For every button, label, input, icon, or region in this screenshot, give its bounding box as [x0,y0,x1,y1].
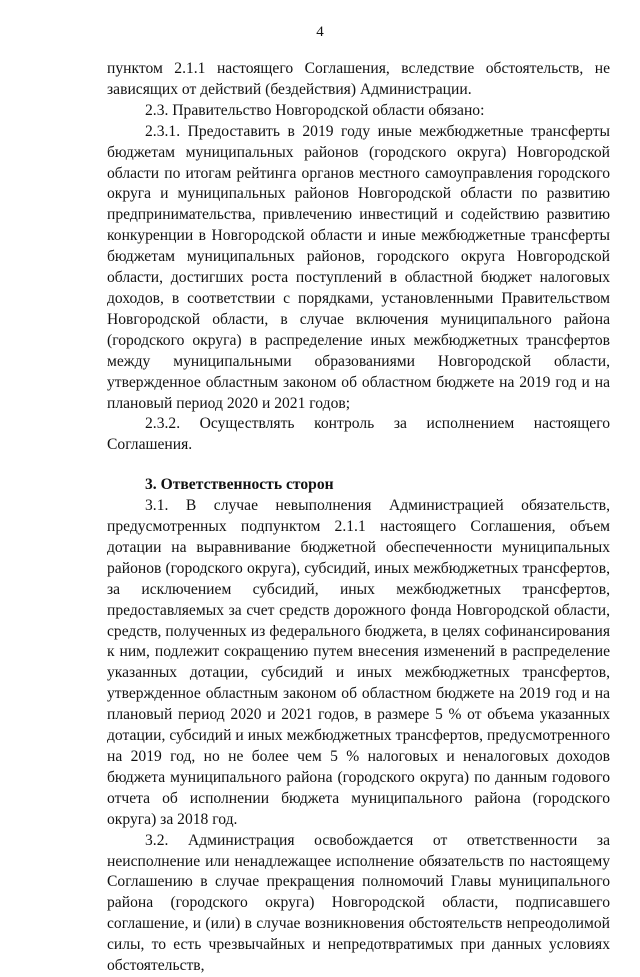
section-heading: 3. Ответственность сторон [145,476,334,494]
clause-3-1: 3.1. В случае невыполнения Администрацией обязательств, предусмотренных подпунктом 2.1.1 настоящего Соглашения, объем дотации на выравнивание бюджетной обеспеченности муниципальных районов (городского округа), субсидий, иных межбюджетных трансфертов, за исключением субсидий, иных межбюджетных трансфертов, предоставляемых за счет средств дорожного фонда Новгородской области, средств, полученных из федерального бюджета, в целях софинансирования к ним, подлежит сокращению путем внесения изменений в распределение указанных дотации, субсидий и иных межбюджетных трансфертов, утвержденное областным законом об областном бюджете на 2019 год и на плановый период 2020 и 2021 годов, в размере 5 % от объема указанных дотации, субсидий и иных межбюджетных трансфертов, предусмотренного на 2019 год, но не более чем 5 % налоговых и неналоговых доходов бюджета муниципального района (городского округа) по данным годового отчета об исполнении бюджета муниципального района (городского округа) за 2018 год. [107,497,610,828]
clause-3-2: 3.2. Администрация освобождается от ответственности за неисполнение или ненадлежащее исполнение обязательств по настоящему Соглашению в случае прекращения полномочий Главы муниципального района (городского округа) Новгородской области, подписавшего соглашение, и (или) в случае возникновения обстоятельств непреодолимой силы, то есть чрезвычайных и непредотвратимых при данных условиях обстоятельств, [107,831,610,975]
clause-2-3-1: 2.3.1. Предоставить в 2019 году иные межбюджетные трансферты бюджетам муниципальных районов (городского округа) Новгородской области по итогам рейтинга органов местного самоуправления городского округа и муниципальных районов Новгородской области по развитию предпринимательства, привлечению инвестиций и содействию развитию конкуренции в Новгородской области и иные межбюджетные трансферты бюджетам муниципальных районов, городского округа Новгородской области, достигших роста поступлений в областной бюджет налоговых доходов, в соответствии с порядками, установленными Правительством Новгородской области, в случае включения муниципального района (городского округа) в распределение иных межбюджетных трансфертов между муниципальными образованиями Новгородской области, утвержденное областным законом об областном бюджете на 2019 год и на плановый период 2020 и 2021 годов; [107,122,610,412]
clause-2-3-2: 2.3.2. Осуществлять контроль за исполнением настоящего Соглашения. [107,415,610,454]
paragraph-continuation: пунктом 2.1.1 настоящего Соглашения, вследствие обстоятельств, не зависящих от действий (бездействия) Администрации. [107,60,610,98]
document-body [107,59,610,977]
clause-2-3: 2.3. Правительство Новгородской области обязано: [145,101,485,119]
page-number: 4 [316,24,324,40]
